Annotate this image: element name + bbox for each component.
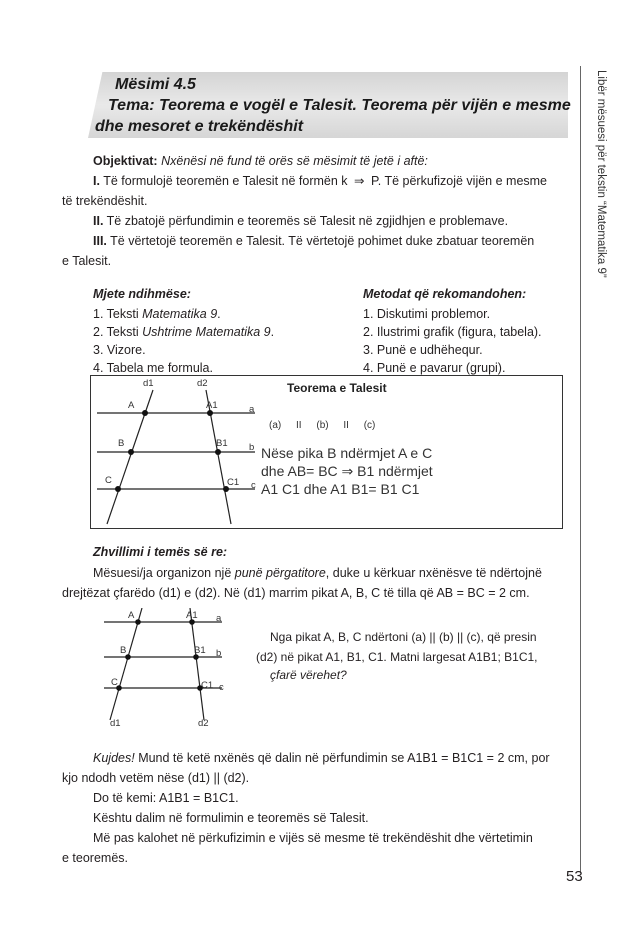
implies-arrow: ⇒: [354, 173, 365, 188]
label-C-2: C: [111, 677, 118, 688]
tools-item-2: 2. Teksti Ushtrime Matematika 9.: [93, 325, 275, 339]
figure-title: Teorema e Talesit: [287, 381, 387, 395]
label-b-2: b: [216, 648, 222, 659]
conclusion-para-4-cont: e teoremës.: [62, 851, 129, 865]
page-number: 53: [566, 868, 583, 885]
objective-2: [93, 211, 508, 231]
objective-1: [93, 171, 547, 191]
objective-3: [93, 231, 534, 251]
label-b: b: [249, 442, 255, 453]
label-c: c: [251, 480, 256, 491]
statement-line-3: A1 C1 dhe A1 B1= B1 C1: [261, 481, 420, 497]
methods-item-2: 2. Ilustrimi grafik (figura, tabela).: [363, 325, 542, 339]
point-B: [128, 449, 134, 455]
figure2-question: çfarë vërehet?: [270, 668, 347, 682]
point-B1: [215, 449, 221, 455]
statement-line-1: Nëse pika B ndërmjet A e C: [261, 445, 433, 461]
label-A-2: A: [128, 610, 135, 621]
line-d1-2: [110, 608, 142, 720]
label-C: C: [105, 475, 112, 486]
line-d2-2: [190, 608, 204, 720]
methods-item-1: 1. Diskutimi problemor.: [363, 307, 491, 321]
figure2-text-1: Nga pikat A, B, C ndërtoni (a) || (b) || (c), që presin: [270, 630, 537, 644]
parallel-notation: (a) II (b) II (c): [269, 420, 376, 431]
label-d2-2: d2: [198, 718, 209, 729]
point-A-2: [135, 619, 141, 625]
tools-item-3: 3. Vizore.: [93, 343, 146, 357]
label-c-2: c: [219, 682, 224, 693]
conclusion-para-2: Do të kemi: A1B1 = B1C1.: [93, 791, 239, 805]
objective-2-text: Të zbatojë përfundimin e teoremës së Talesit në zgjidhjen e problemave.: [106, 214, 509, 228]
objectives-intro: Nxënësi në fund të orës së mësimit të jetë i aftë:: [161, 154, 428, 168]
methods-heading: Metodat që rekomandohen:: [363, 287, 527, 301]
objective-1-cont: të trekëndëshit.: [62, 194, 148, 208]
objective-3-cont: e Talesit.: [62, 254, 112, 268]
methods-item-4: 4. Punë e pavarur (grupi).: [363, 361, 506, 375]
label-B1: B1: [216, 438, 228, 449]
tools-heading: Mjete ndihmëse:: [93, 287, 191, 301]
figure2-text-2: (d2) në pikat A1, B1, C1. Matni largesat A1B1; B1C1,: [256, 650, 538, 664]
label-d1: d1: [143, 378, 154, 389]
point-C: [115, 486, 121, 492]
kujdes-label: Kujdes!: [93, 751, 135, 765]
statement-line-2: dhe AB= BC ⇒ B1 ndërmjet: [261, 463, 433, 479]
side-running-title: Libër mësuesi për tekstin “Matematika 9”: [595, 70, 607, 278]
objective-2-number: II.: [93, 214, 104, 228]
conclusion-para-1: Kujdes! Mund të ketë nxënës që dalin në përfundimin se A1B1 = B1C1 = 2 cm, por: [93, 751, 550, 765]
label-a-2: a: [216, 613, 222, 624]
objective-3-number: III.: [93, 234, 107, 248]
objectives-label: Objektivat:: [93, 154, 158, 168]
lesson-number: Mësimi 4.5: [115, 76, 196, 93]
thales-theorem-figure: [90, 375, 563, 529]
tools-item-4: 4. Tabela me formula.: [93, 361, 213, 375]
label-d1-2: d1: [110, 718, 121, 729]
lesson-topic-line2: dhe mesoret e trekëndëshit: [95, 118, 304, 135]
objective-3-text: Të vërtetojë teoremën e Talesit. Të vërtetojë pohimet duke zbatuar teoremën: [110, 234, 535, 248]
label-C1-2: C1: [201, 680, 214, 691]
label-A1: A1: [206, 400, 218, 411]
label-B-2: B: [120, 645, 127, 656]
label-C1: C1: [227, 477, 240, 488]
side-divider: [580, 66, 581, 872]
label-B: B: [118, 438, 125, 449]
label-A: A: [128, 400, 135, 411]
tools-item-1: 1. Teksti Matematika 9.: [93, 307, 221, 321]
point-A: [142, 410, 148, 416]
label-B1-2: B1: [194, 645, 206, 656]
lesson-topic-line1: Tema: Teorema e vogël e Talesit. Teorema për vijën e mesme: [108, 97, 571, 114]
objective-1-text-b: P. Të përkufizojë vijën e mesme: [371, 174, 548, 188]
objective-1-text-a: Të formulojë teoremën e Talesit në formën k: [103, 174, 348, 188]
objectives-line: [93, 151, 428, 171]
label-A1-2: A1: [186, 610, 198, 621]
development-heading: Zhvillimi i temës së re:: [93, 545, 228, 559]
methods-item-3: 3. Punë e udhëhequr.: [363, 343, 483, 357]
conclusion-para-1-cont: kjo ndodh vetëm nëse (d1) || (d2).: [62, 771, 250, 785]
development-para-1: Mësuesi/ja organizon një punë përgatitore, duke u kërkuar nxënësve të ndërtojnë: [93, 566, 542, 580]
development-para-1-cont: drejtëzat çfarëdo (d1) e (d2). Në (d1) marrim pikat A, B, C të tilla që AB = BC = 2 cm.: [62, 586, 530, 600]
label-a: a: [249, 404, 255, 415]
conclusion-para-4: Më pas kalohet në përkufizimin e vijës së mesme të trekëndëshit dhe vërtetimin: [93, 831, 533, 845]
conclusion-para-3: Kështu dalim në formulimin e teoremës së Talesit.: [93, 811, 369, 825]
thales-diagram-2: [96, 608, 236, 734]
objective-1-number: I.: [93, 174, 100, 188]
label-d2: d2: [197, 378, 208, 389]
